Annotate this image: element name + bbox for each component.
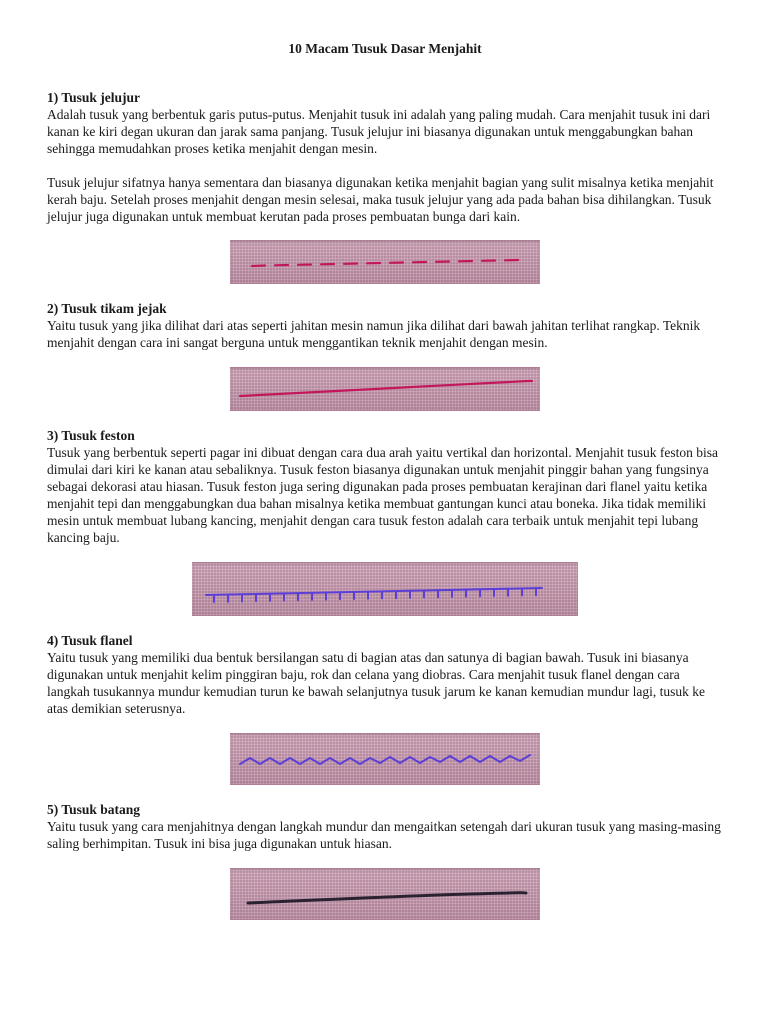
document-page xyxy=(47,40,723,936)
section-heading: 2) Tusuk tikam jejak xyxy=(47,301,167,316)
running-stitch-image xyxy=(230,240,540,284)
section-paragraph: Yaitu tusuk yang memiliki dua bentuk bersilangan satu di bagian atas dan satunya di bagian bawah. Tusuk ini biasanya digunakan untuk menjahit kelim pinggiran baju, rok dan celana yang diobras. Cara menjahit tusuk flanel dengan cara langkah tusukannya mundur kemudian turun ke bawah selanjutnya tusuk jarum ke kanan kemudian mundur lagi, tusuk ke atas demikian seterusnya. xyxy=(47,650,705,716)
section-tusuk-flanel xyxy=(47,632,723,785)
backstitch-image xyxy=(230,367,540,411)
section-tusuk-tikam-jejak xyxy=(47,300,723,411)
section-paragraph: Yaitu tusuk yang jika dilihat dari atas seperti jahitan mesin namun jika dilihat dari bawah jahitan terlihat rangkap. Teknik menjahit dengan cara ini sangat berguna untuk menggantikan teknik menjahit dengan mesin. xyxy=(47,318,701,350)
blanket-stitch-image xyxy=(192,562,578,616)
section-paragraph: Tusuk yang berbentuk seperti pagar ini dibuat dengan cara dua arah yaitu vertikal dan horizontal. Menjahit tusuk feston bisa dimulai dari kiri ke kanan atau sebaliknya. Tusuk feston biasanya digunakan untuk menjahit pinggir bahan yang fungsinya sebagai dekorasi atau hiasan. Tusuk feston juga sering digunakan pada proses pembuatan kerajinan dari flanel yaitu ketika menjahit tepi dan menggabungkan dua bahan misalnya ketika membuat gantungan kunci atau boneka. Jika tidak memiliki mesin untuk membuat lubang kancing, menjahit dengan cara tusuk feston adalah cara terbaik untuk menjahit tepi lubang kancing baju. xyxy=(47,445,718,545)
section-paragraph: Tusuk jelujur sifatnya hanya sementara dan biasanya digunakan ketika menjahit bagian yang sulit misalnya ketika menjahit kerah baju. Setelah proses menjahit dengan mesin selesai, maka tusuk jelujur yang ada pada bahan bisa dihilangkan. Tusuk jelujur juga digunakan untuk membuat kerutan pada proses pembuatan bunga dari kain. xyxy=(47,175,714,224)
section-tusuk-jelujur xyxy=(47,89,723,284)
document-title: 10 Macam Tusuk Dasar Menjahit xyxy=(288,41,482,56)
section-paragraph: Yaitu tusuk yang cara menjahitnya dengan langkah mundur dan mengaitkan setengah dari ukuran tusuk yang masing-masing saling berhimpitan. Tusuk ini bisa juga digunakan untuk hiasan. xyxy=(47,819,721,851)
section-tusuk-feston xyxy=(47,427,723,616)
section-paragraph: Adalah tusuk yang berbentuk garis putus-putus. Menjahit tusuk ini adalah yang paling mudah. Cara menjahit tusuk ini dari kanan ke kiri degan ukuran dan jarak sama panjang. Tusuk jelujur ini biasanya digunakan untuk menggabungkan bahan sehingga memudahkan proses ketika menjahit dengan mesin. xyxy=(47,107,711,156)
herringbone-stitch-image xyxy=(230,733,540,785)
section-heading: 3) Tusuk feston xyxy=(47,428,135,443)
stem-stitch-image xyxy=(230,868,540,920)
section-heading: 4) Tusuk flanel xyxy=(47,633,133,648)
section-heading: 5) Tusuk batang xyxy=(47,802,141,817)
section-heading: 1) Tusuk jelujur xyxy=(47,90,141,105)
section-tusuk-batang xyxy=(47,801,723,920)
